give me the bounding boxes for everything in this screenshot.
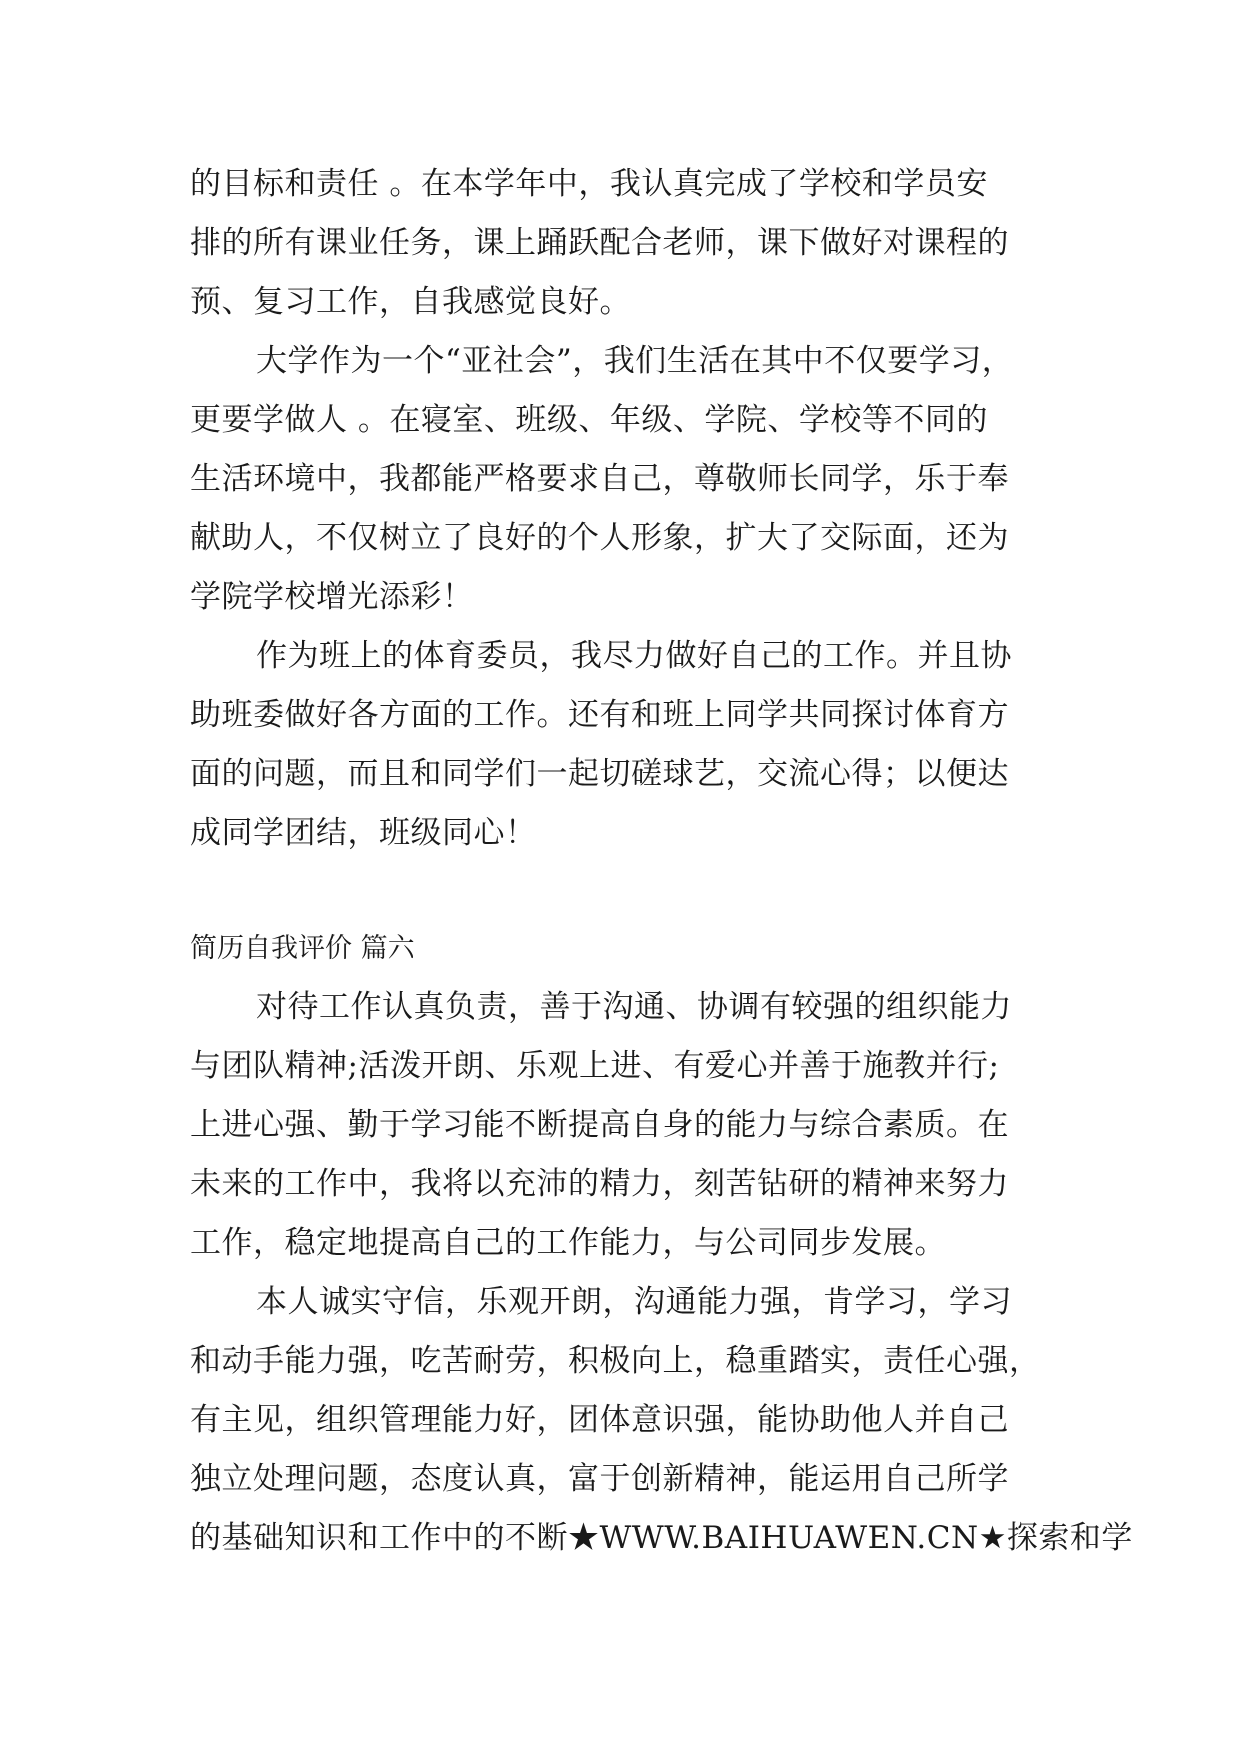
paragraph-4 bbox=[190, 978, 1050, 1273]
paragraph-1 bbox=[190, 155, 1050, 332]
text-line: 作为班上的体育委员，我尽力做好自己的工作。并且协 bbox=[256, 638, 1012, 674]
text-line: 独立处理问题，态度认真，富于创新精神，能运用自己所学 bbox=[190, 1461, 1009, 1497]
document-page bbox=[190, 155, 1133, 1568]
text-line: 成同学团结，班级同心！ bbox=[190, 815, 537, 851]
text-line: 预、复习工作，自我感觉良好。 bbox=[190, 284, 631, 320]
text-line: 生活环境中，我都能严格要求自己，尊敬师长同学，乐于奉 bbox=[190, 461, 1009, 497]
text-line: 学院学校增光添彩！ bbox=[190, 579, 474, 615]
paragraph-5 bbox=[190, 1273, 1133, 1568]
text-line: 有主见，组织管理能力好，团体意识强，能协助他人并自己 bbox=[190, 1402, 1009, 1438]
text-line: 更要学做人 。在寝室、班级、年级、学院、学校等不同的 bbox=[190, 402, 988, 438]
text-line: 大学作为一个“亚社会”，我们生活在其中不仅要学习， bbox=[256, 343, 1014, 379]
text-line: 和动手能力强，吃苦耐劳，积极向上，稳重踏实，责任心强， bbox=[190, 1343, 1041, 1379]
text-line: 面的问题，而且和同学们一起切磋球艺，交流心得；以便达 bbox=[190, 756, 1009, 792]
text-line: 上进心强、勤于学习能不断提高自身的能力与综合素质。在 bbox=[190, 1107, 1009, 1143]
section-1 bbox=[190, 155, 1050, 863]
section-heading: 简历自我评价 篇六 bbox=[190, 933, 415, 964]
text-line: 与团队精神;活泼开朗、乐观上进、有爱心并善于施教并行; bbox=[190, 1048, 1000, 1084]
text-line: 未来的工作中，我将以充沛的精力，刻苦钻研的精神来努力 bbox=[190, 1166, 1009, 1202]
text-line: 工作，稳定地提高自己的工作能力，与公司同步发展。 bbox=[190, 1225, 946, 1261]
paragraph-3 bbox=[190, 627, 1050, 863]
text-line: 的基础知识和工作中的不断★WWW.BAIHUAWEN.CN★探索和学 bbox=[190, 1520, 1133, 1556]
text-line: 的目标和责任 。在本学年中，我认真完成了学校和学员安 bbox=[190, 166, 988, 202]
text-line: 献助人，不仅树立了良好的个人形象，扩大了交际面，还为 bbox=[190, 520, 1009, 556]
text-line: 助班委做好各方面的工作。还有和班上同学共同探讨体育方 bbox=[190, 697, 1009, 733]
section-2 bbox=[190, 919, 1133, 1568]
text-line: 排的所有课业任务，课上踊跃配合老师，课下做好对课程的 bbox=[190, 225, 1009, 261]
text-line: 对待工作认真负责，善于沟通、协调有较强的组织能力 bbox=[256, 989, 1012, 1025]
text-line: 本人诚实守信，乐观开朗，沟通能力强，肯学习，学习 bbox=[256, 1284, 1012, 1320]
paragraph-2 bbox=[190, 332, 1050, 627]
